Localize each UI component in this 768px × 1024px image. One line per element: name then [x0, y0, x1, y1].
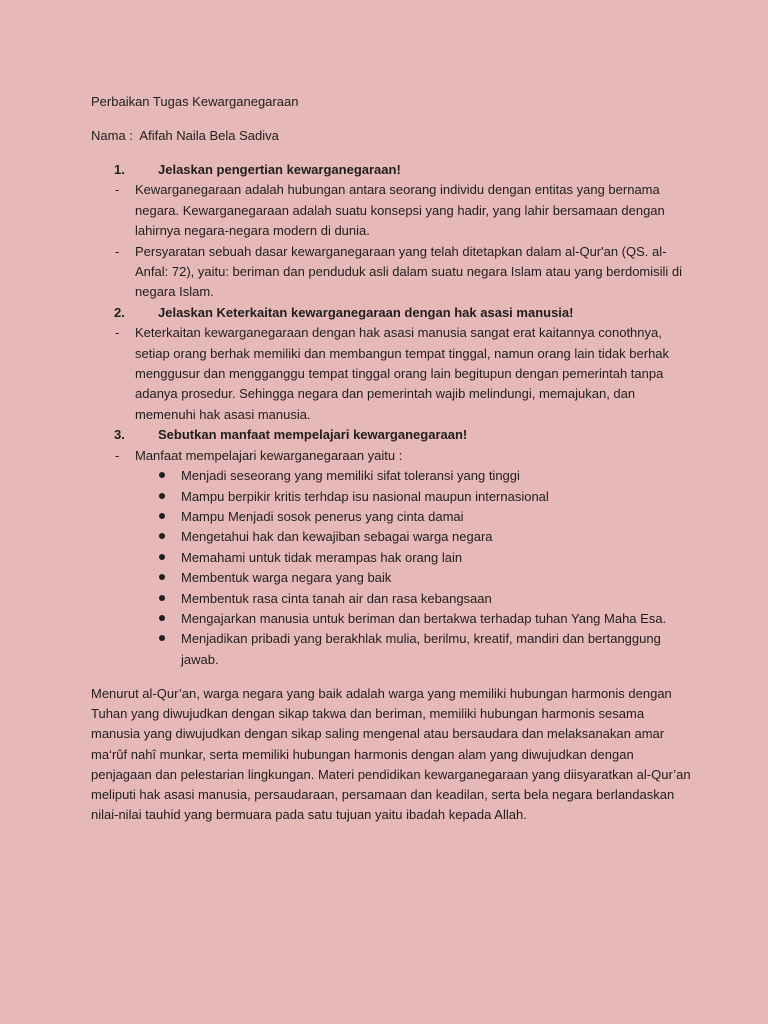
bullet-icon — [91, 466, 181, 486]
list-item: Mengajarkan manusia untuk beriman dan bertakwa terhadap tuhan Yang Maha Esa. — [91, 609, 691, 629]
question-3 — [91, 425, 691, 445]
closing-paragraph: Menurut al-Qur’an, warga negara yang baik adalah warga yang memiliki hubungan harmonis dengan Tuhan yang diwujudkan dengan sikap takwa dan beriman, memiliki hubungan harmonis sesama manusia yang diwujudkan dengan sikap saling mengenal atau bersaudara dan melaksanakan amar ma‘rûf nahî munkar, serta memiliki hubungan harmonis dengan alam yang diwujudkan dengan penjagaan dan pelestarian lingkungan. Materi pendidikan kewarganegaraan yang diisyaratkan al-Qur’an meliputi hak asasi manusia, persaudaraan, persamaan dan keadilan, serta bela negara berlandaskan nilai-nilai tauhid yang bermuara pada satu tujuan yaitu ibadah kepada Allah. — [91, 686, 691, 823]
question-number: 1. — [114, 162, 125, 177]
bullet-icon — [91, 527, 181, 547]
document-body — [91, 160, 691, 670]
list-item: Memahami untuk tidak merampas hak orang lain — [91, 548, 691, 568]
answer-item — [91, 242, 691, 303]
bullet-icon — [91, 548, 181, 568]
question-2 — [91, 303, 691, 323]
student-name: Nama : Afifah Naila Bela Sadiva — [91, 128, 279, 143]
list-item: Mampu berpikir kritis terhdap isu nasional maupun internasional — [91, 487, 691, 507]
answer-item — [91, 446, 691, 466]
answer-item — [91, 180, 691, 241]
dash-marker: - — [115, 325, 120, 341]
bullet-icon — [91, 609, 181, 629]
list-item: Mampu Menjadi sosok penerus yang cinta damai — [91, 507, 691, 527]
dash-marker: - — [115, 182, 120, 198]
dash-marker: - — [115, 243, 120, 259]
document-title: Perbaikan Tugas Kewarganegaraan — [91, 94, 299, 109]
bullet-icon — [91, 629, 181, 670]
question-label: Jelaskan Keterkaitan kewarganegaraan dengan hak asasi manusia! — [158, 304, 574, 320]
question-number: 2. — [114, 304, 125, 320]
question-1 — [91, 160, 691, 180]
bullet-icon — [91, 568, 181, 588]
answer-text: Keterkaitan kewarganegaraan dengan hak asasi manusia sangat erat kaitannya conothnya, setiap orang berhak memiliki dan membangun tempat tinggal, namun orang lain tidak berhak menggusur dan mengganggu tempat tinggal orang lain begitupun dengan pemerintah tanpa adanya prosedur. Sehingga negara dan pemerintah wajib melindungi, memajukan, dan memenuhi hak asasi manusia. — [135, 325, 670, 422]
bullet-icon — [91, 507, 181, 527]
answer-item — [91, 323, 691, 425]
question-label: Sebutkan manfaat mempelajari kewarganegaraan! — [158, 427, 468, 443]
bullet-icon — [91, 589, 181, 609]
answer-text: Kewarganegaraan adalah hubungan antara seorang individu dengan entitas yang bernama negara. Kewarganegaraan adalah suatu konsepsi yang hadir, yang lahir bersamaan dengan lahirnya negara-negara modern di dunia. — [135, 182, 665, 239]
answer-text: Manfaat mempelajari kewarganegaraan yaitu : — [135, 447, 403, 463]
question-number: 3. — [114, 427, 125, 443]
list-item: Membentuk warga negara yang baik — [91, 568, 691, 588]
question-label: Jelaskan pengertian kewarganegaraan! — [158, 162, 401, 177]
benefit-list — [91, 466, 691, 670]
answer-text: Persyaratan sebuah dasar kewarganegaraan yang telah ditetapkan dalam al-Qur'an (QS. al-Anfal: 72), yaitu: beriman dan penduduk asli dalam suatu negara Islam atau yang berdomisili di negara Islam. — [135, 243, 683, 300]
list-item: Membentuk rasa cinta tanah air dan rasa kebangsaan — [91, 589, 691, 609]
list-item: Mengetahui hak dan kewajiban sebagai warga negara — [91, 527, 691, 547]
list-item: Menjadi seseorang yang memiliki sifat toleransi yang tinggi — [91, 466, 691, 486]
list-item: Menjadikan pribadi yang berakhlak mulia, berilmu, kreatif, mandiri dan bertanggung jawab. — [91, 629, 691, 670]
bullet-icon — [91, 487, 181, 507]
dash-marker: - — [115, 447, 120, 463]
